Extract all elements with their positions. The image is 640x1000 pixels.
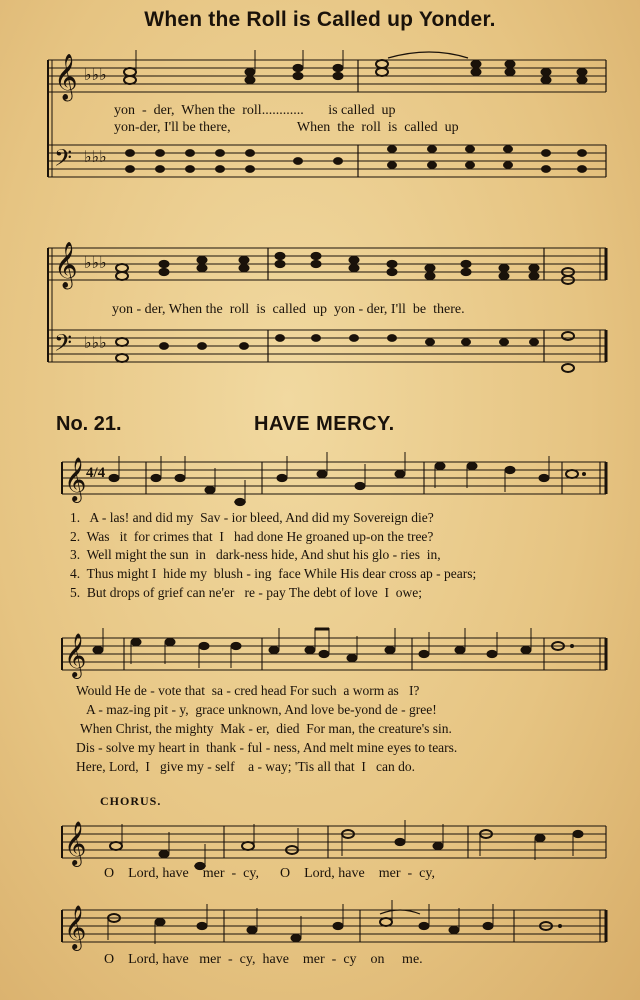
hymn-title: HAVE MERCY.: [254, 413, 395, 435]
treble-clef-icon: 𝄞: [54, 54, 78, 99]
chorus-line: O Lord, have mer - cy, O Lord, have mer - cy,: [104, 866, 435, 881]
treble-clef-icon: 𝄞: [54, 242, 78, 287]
lyric-line: yon-der, I'll be there, When the roll is called up: [114, 120, 459, 135]
chorus-label: CHORUS.: [100, 794, 162, 808]
verse-line: When Christ, the mighty Mak - er, died For man, the creature's sin.: [80, 721, 452, 736]
lyric-line: yon - der, When the roll............ is called up: [114, 103, 396, 118]
verse-line: A - maz-ing pit - y, grace unknown, And love be-yond de - gree!: [86, 702, 437, 717]
bass-clef-icon: 𝄢: [54, 331, 73, 362]
chorus-staff-2: [40, 900, 620, 960]
svg-text:♭♭♭: ♭♭♭: [84, 67, 107, 84]
time-signature: 4/4: [86, 465, 106, 481]
svg-text:♭♭♭: ♭♭♭: [84, 335, 107, 352]
verse-line: 3. Well might the sun in dark-ness hide, And shut his glo - ries in,: [70, 547, 441, 562]
melody-staff-1: [40, 452, 620, 512]
treble-clef-icon: 𝄞: [64, 459, 87, 501]
verse-line: 4. Thus might I hide my blush - ing face While His dear cross ap - pears;: [70, 566, 477, 581]
melody-staff-2: [40, 628, 620, 688]
chorus-line: O Lord, have mer - cy, have mer - cy on me.: [104, 952, 423, 967]
treble-clef-icon: 𝄞: [64, 635, 87, 677]
svg-text:♭♭♭: ♭♭♭: [84, 149, 107, 166]
bass-clef-icon: 𝄢: [54, 146, 73, 177]
treble-clef-icon: 𝄞: [64, 823, 87, 865]
song-title: When the Roll is Called up Yonder.: [144, 8, 496, 31]
svg-text:♭♭♭: ♭♭♭: [84, 255, 107, 272]
verse-line: 1. A - las! and did my Sav - ior bleed, And did my Sovereign die?: [70, 510, 434, 525]
verse-line: 5. But drops of grief can ne'er re - pay The debt of love I owe;: [70, 585, 422, 600]
verse-line: 2. Was it for crimes that I had done He groaned up-on the tree?: [70, 529, 434, 544]
verse-line: Dis - solve my heart in thank - ful - ness, And melt mine eyes to tears.: [76, 740, 458, 755]
hymn-number: No. 21.: [56, 413, 122, 435]
treble-clef-icon: 𝄞: [64, 907, 87, 949]
lyric-line: yon - der, When the roll is called up yon - der, I'll be there.: [112, 302, 465, 317]
verse-line: Here, Lord, I give my - self a - way; 'Tis all that I can do.: [76, 759, 415, 774]
verse-line: Would He de - vote that sa - cred head For such a worm as I?: [76, 683, 420, 698]
